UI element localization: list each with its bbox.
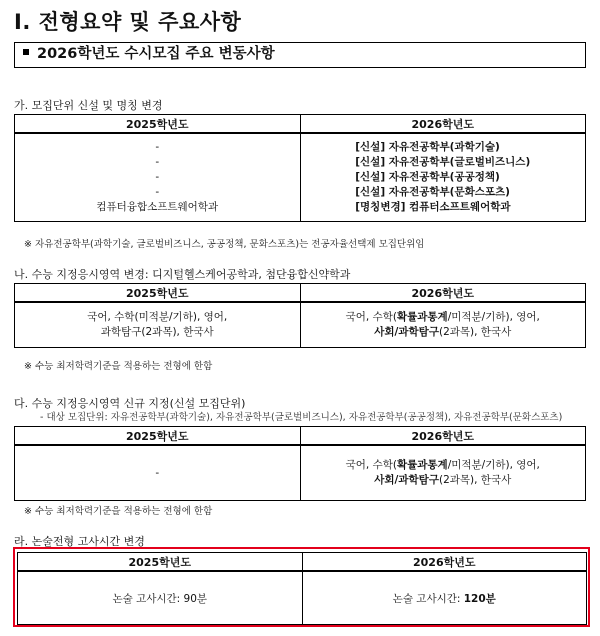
ga-before-1: - [155,156,160,168]
header-2025: 2025학년도 [18,553,303,572]
da-after-line1: 국어, 수학(확률과통계/미적분/기하), 영어, [345,459,540,471]
section-da-subtitle: - 대상 모집단위: 자유전공학부(과학기술), 자유전공학부(글로벌비즈니스), 자유전공학부(공공정책), 자유전공학부(문화스포츠) [40,412,563,423]
section-ga-title: 가. 모집단위 신설 및 명칭 변경 [14,99,163,112]
section-da-title: 다. 수능 지정응시영역 신규 지정(신설 모집단위) [14,397,246,410]
page-title: Ⅰ. 전형요약 및 주요사항 [14,10,242,34]
ga-before-0: - [155,141,160,153]
na-before-line1: 국어, 수학(미적분/기하), 영어, [87,311,228,323]
da-after-cell [300,445,586,501]
highlight-box [13,547,590,627]
section-ga-table [14,114,586,222]
subheading-box [14,42,586,68]
section-da-note: ※ 수능 최저학력기준을 적용하는 전형에 한함 [24,506,213,517]
ra-after-value: 120분 [463,592,496,605]
ga-before-4: 컴퓨터융합소프트웨어학과 [96,201,219,213]
header-2026: 2026학년도 [300,115,586,134]
header-2025: 2025학년도 [15,284,301,303]
da-after-line2: 사회/과학탐구(2과목), 한국사 [374,474,512,486]
header-2025: 2025학년도 [15,427,301,446]
ga-after-row-4: [명칭변경] 컴퓨터소프트웨어학과 [355,201,511,213]
section-na-table [14,283,586,348]
header-2026: 2026학년도 [300,427,586,446]
na-after-line2: 사회/과학탐구(2과목), 한국사 [374,326,512,338]
ga-before-2: - [155,171,160,183]
section-da-table [14,426,586,501]
section-ra-title: 라. 논술전형 고사시간 변경 [14,535,145,548]
ra-before-label: 논술 고사시간: [112,592,181,605]
section-ga-note: ※ 자유전공학부(과학기술, 글로벌비즈니스, 공공정책, 문화스포츠)는 전공자율선택제 모집단위임 [24,239,425,250]
ra-after-label: 논술 고사시간: [392,592,461,605]
section-na-title: 나. 수능 지정응시영역 변경: 디지털헬스케어공학과, 첨단융합신약학과 [14,268,351,281]
ga-after-row-2: [신설] 자유전공학부(공공정책) [355,171,500,183]
na-after-cell [300,302,586,348]
bullet-square-icon [23,49,29,55]
section-na-note: ※ 수능 최저학력기준을 적용하는 전형에 한함 [24,361,213,372]
ga-before-3: - [155,186,160,198]
ga-after-cell [300,133,586,222]
ga-before-cell [15,133,301,222]
ra-before-value: 90분 [183,592,208,605]
header-2026: 2026학년도 [302,553,587,572]
na-before-cell [15,302,301,348]
ga-after-row-3: [신설] 자유전공학부(문화스포츠) [355,186,510,198]
na-after-line1: 국어, 수학(확률과통계/미적분/기하), 영어, [345,311,540,323]
na-before-line2: 과학탐구(2과목), 한국사 [100,326,214,338]
subheading: 2026학년도 수시모집 주요 변동사항 [37,46,275,62]
header-2025: 2025학년도 [15,115,301,134]
ga-after-row-1: [신설] 자유전공학부(글로벌비즈니스) [355,156,531,168]
ga-after-row-0: [신설] 자유전공학부(과학기술) [355,141,500,153]
header-2026: 2026학년도 [300,284,586,303]
da-before-cell: - [15,445,301,501]
